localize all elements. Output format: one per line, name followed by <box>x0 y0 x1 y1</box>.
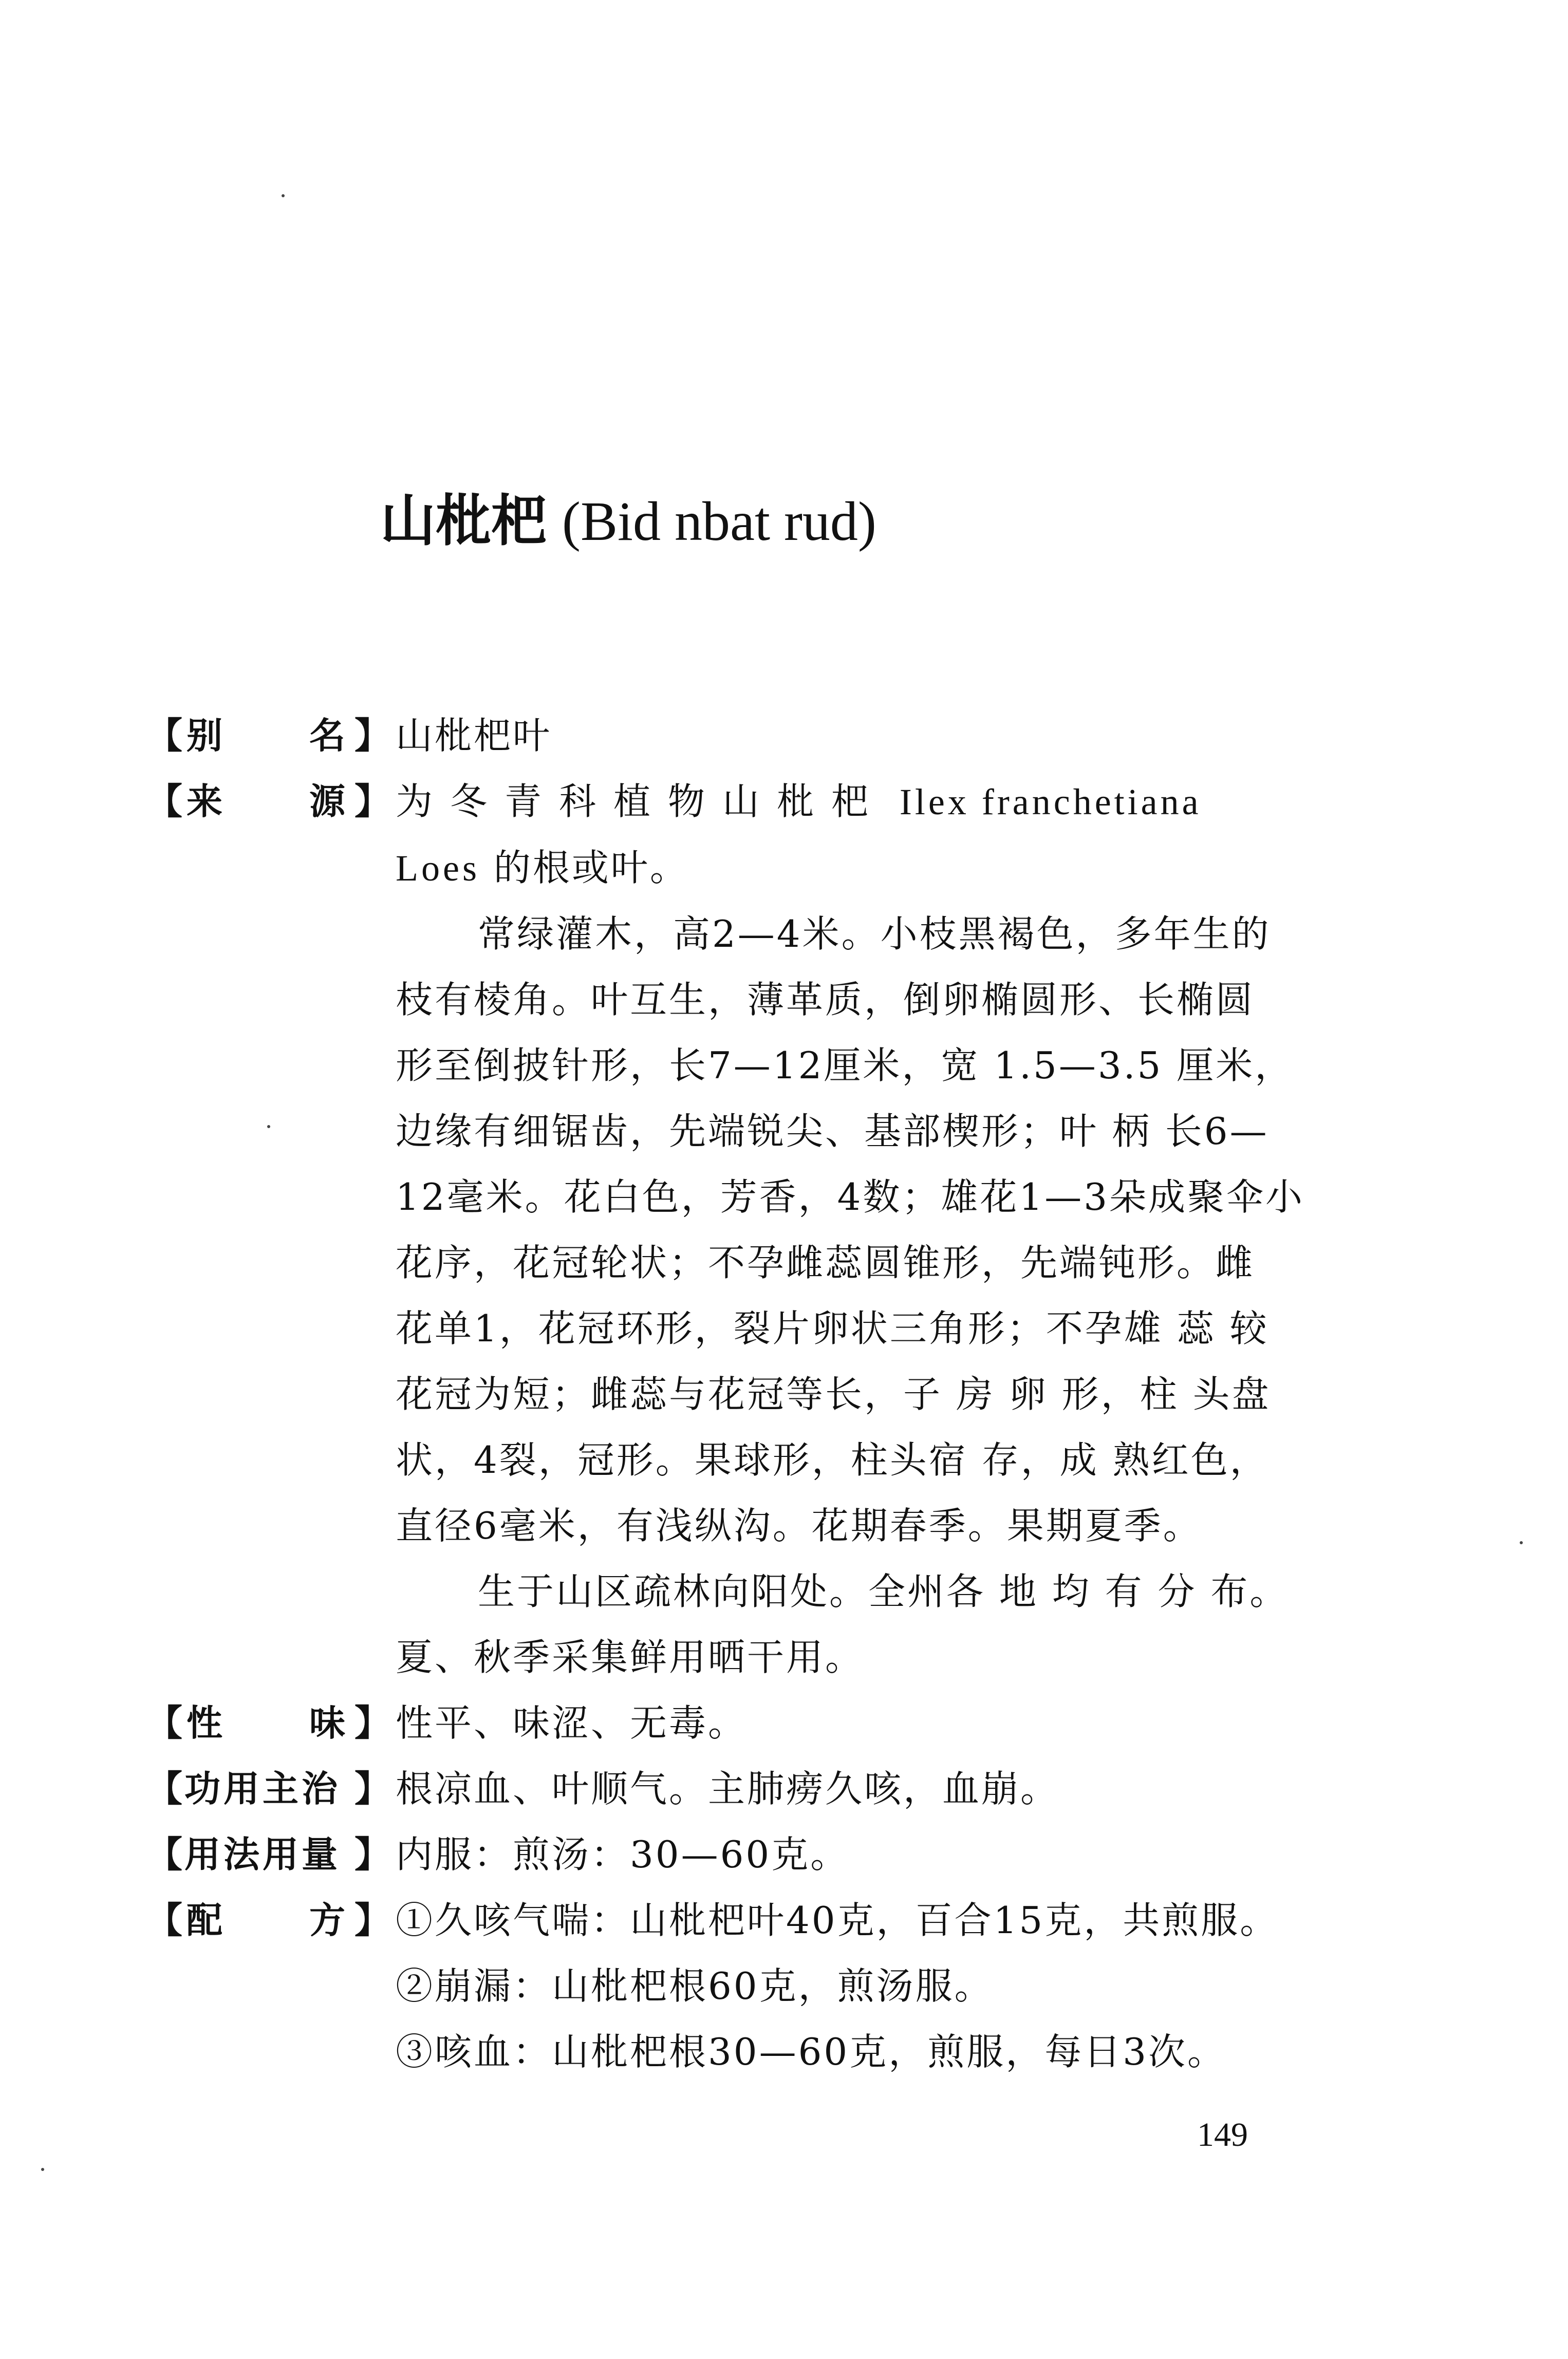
entry-source <box>146 769 1410 1690</box>
entry-list <box>146 703 1410 2085</box>
source-line2-latin: Loes <box>396 848 480 889</box>
source-line1-cn: 为冬青科植物山枇杷 <box>396 780 886 823</box>
prescription-item: ①久咳气喘：山枇杷叶40克，百合15克，共煎服。 <box>396 1899 1279 1942</box>
entry-text-function: 根凉血、叶顺气。主肺痨久咳，血崩。 <box>396 1767 1060 1810</box>
habitat-line: 生于山区疏林向阳处。全州各 地 均 有 分 布。 <box>478 1570 1289 1613</box>
scan-speck <box>41 2168 44 2171</box>
habitat-line: 夏、秋季采集鲜用晒干用。 <box>396 1636 865 1679</box>
entry-text-nature: 性平、味涩、无毒。 <box>396 1701 748 1745</box>
label-char: 方 <box>309 1899 345 1941</box>
desc-line: 花单1，花冠环形，裂片卵状三角形；不孕雄 蕊 较 <box>396 1307 1269 1350</box>
entry-label-alias: 【 别 名 】 <box>146 703 396 769</box>
entry-usage <box>146 1822 1410 1887</box>
entry-label-prescription: 【 配 方 】 <box>146 1887 396 1953</box>
desc-line: 常绿灌木，高2—4米。小枝黑褐色，多年生的 <box>478 912 1271 956</box>
entry-label-usage: 【 用法用量 】 <box>146 1822 396 1887</box>
label-text: 用法用量 <box>184 1833 341 1876</box>
desc-line: 形至倒披针形，长7—12厘米，宽 1.5—3.5 厘米， <box>396 1044 1294 1087</box>
label-char: 配 <box>186 1899 222 1941</box>
entry-content-source <box>396 769 1410 1690</box>
entry-nature <box>146 1690 1410 1756</box>
prescription-list <box>396 1887 1410 2085</box>
scan-speck <box>267 1125 270 1128</box>
desc-line: 枝有棱角。叶互生，薄革质，倒卵椭圆形、长椭圆 <box>396 978 1255 1021</box>
title-latin: (Bid nbat rud) <box>562 491 876 552</box>
label-char: 名 <box>309 715 345 757</box>
label-char: 来 <box>186 780 222 822</box>
page-number: 149 <box>1197 2116 1248 2154</box>
label-char: 源 <box>309 780 345 822</box>
page-title <box>380 488 876 555</box>
entry-label-nature: 【 性 味 】 <box>146 1690 396 1756</box>
label-char: 性 <box>186 1702 222 1744</box>
entry-prescription <box>146 1887 1410 2085</box>
entry-label-function: 【 功用主治 】 <box>146 1756 396 1822</box>
desc-line: 花序，花冠轮状；不孕雌蕊圆锥形，先端钝形。雌 <box>396 1241 1255 1284</box>
prescription-item: ②崩漏：山枇杷根60克，煎汤服。 <box>396 1964 994 2008</box>
entry-text-usage: 内服：煎汤：30—60克。 <box>396 1833 850 1876</box>
desc-line: 状，4裂，冠形。果球形，柱头宿 存，成 熟红色， <box>396 1438 1269 1482</box>
desc-line: 花冠为短；雌蕊与花冠等长，子 房 卵 形，柱 头盘 <box>396 1373 1271 1416</box>
entry-label-source: 【 来 源 】 <box>146 769 396 834</box>
source-line1-latin: Ilex franchetiana <box>899 781 1202 822</box>
source-line2-cn: 的根或叶。 <box>493 846 689 889</box>
label-char: 别 <box>186 715 222 757</box>
label-char: 味 <box>309 1702 345 1744</box>
entry-alias <box>146 703 1410 769</box>
desc-line: 边缘有细锯齿，先端锐尖、基部楔形；叶 柄 长6— <box>396 1110 1269 1153</box>
scan-speck <box>282 194 285 197</box>
entry-text-alias: 山枇杷叶 <box>396 714 552 757</box>
desc-line: 12毫米。花白色，芳香，4数；雄花1—3朵成聚伞小 <box>396 1175 1305 1219</box>
label-text: 功用主治 <box>184 1768 341 1810</box>
prescription-item: ③咳血：山枇杷根30—60克，煎服，每日3次。 <box>396 2030 1227 2073</box>
desc-line: 直径6毫米，有浅纵沟。花期春季。果期夏季。 <box>396 1504 1202 1547</box>
entry-function <box>146 1756 1410 1822</box>
scan-speck <box>1520 1541 1523 1544</box>
title-chinese: 山枇杷 <box>380 489 547 553</box>
